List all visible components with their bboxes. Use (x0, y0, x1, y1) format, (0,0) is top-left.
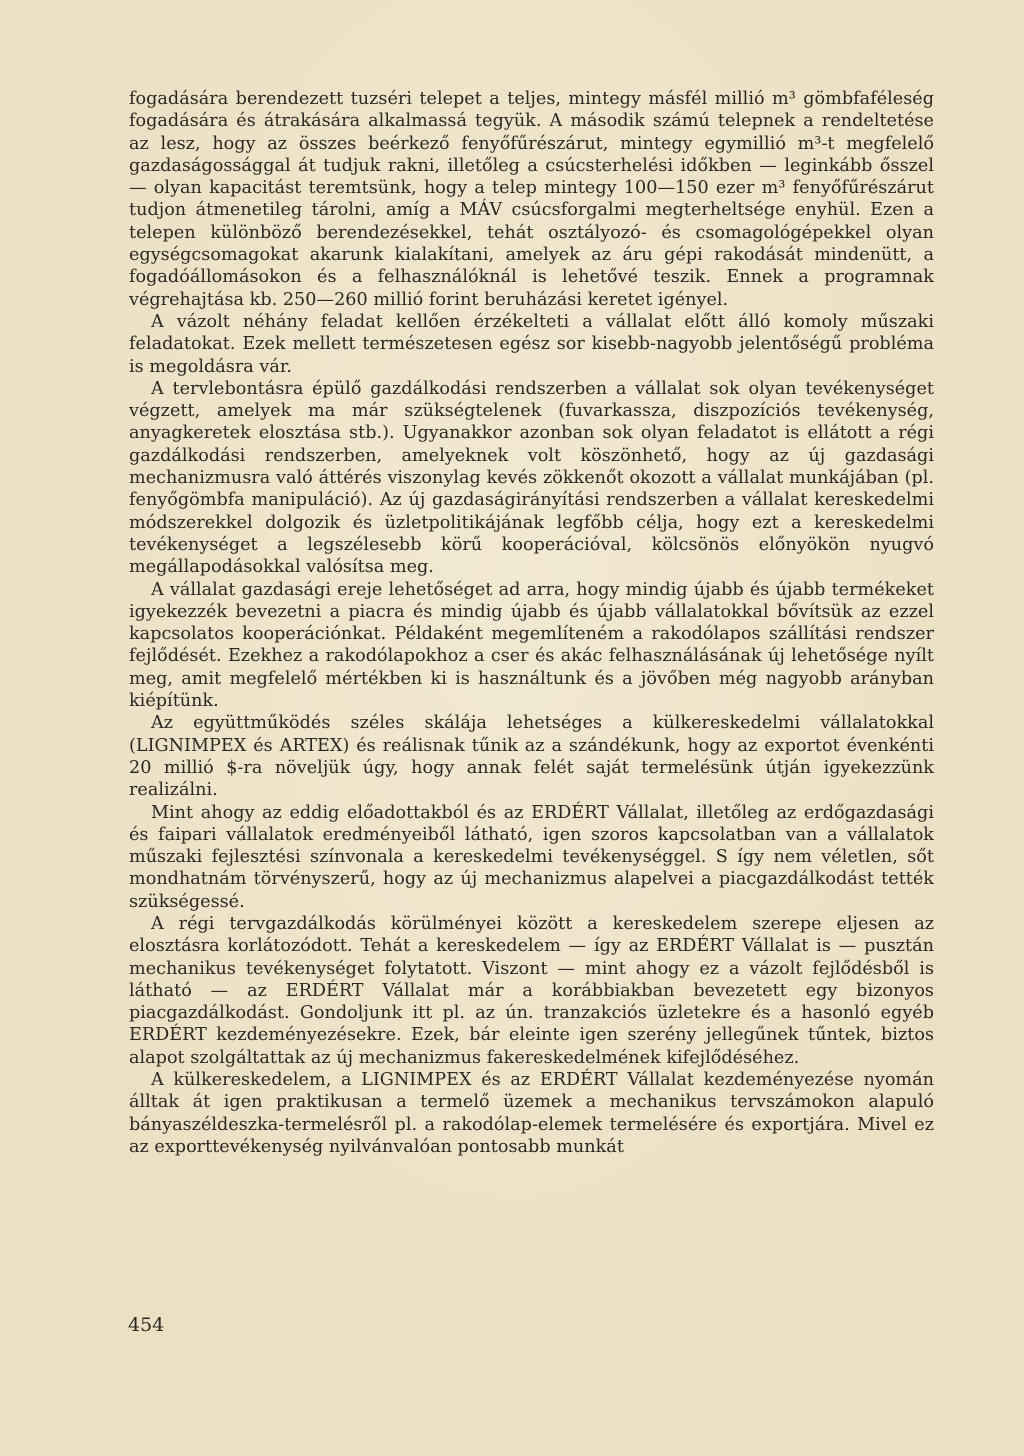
page-number: 454 (128, 1314, 165, 1336)
body-text (129, 88, 934, 1158)
paragraph-1: fogadására berendezett tuzséri telepet a teljes, mintegy másfél millió m³ gömbfaféleség fogadására és átrakására alkalmassá tegyük. A második számú telepnek a rendeltetése az lesz, hogy az összes beérkező fenyőfűrészárut, mintegy egymillió m³-t megfelelő gazdaságossággal át tudjuk rakni, illetőleg a csúcsterhelési időkben — leginkább ősszel — olyan kapacitást teremtsünk, hogy a telep mintegy 100—150 ezer m³ fenyőfűrészárut tudjon átmenetileg tárolni, amíg a MÁV csúcsforgalmi megterheltsége enyhül. Ezen a telepen különböző berendezésekkel, tehát osztályozó- és csomagológépekkel olyan egységcsomagokat akarunk kialakítani, amelyek az áru gépi rakodását mindenütt, a fogadóállomásokon és a felhasználóknál is lehetővé teszik. Ennek a programnak végrehajtása kb. 250—260 millió forint beruházási keretet igényel. (129, 89, 934, 310)
paragraph-8: A külkereskedelem, a LIGNIMPEX és az ERDÉRT Vállalat kezdeményezése nyomán álltak át igen praktikusan a termelő üzemek a mechanikus tervszámokon alapuló bányaszéldeszka-termelésről pl. a rakodólap-elemek termelésére és exportjára. Mivel ez az exporttevékenység nyilvánvalóan pontosabb munkát (129, 1070, 934, 1157)
paragraph-7: A régi tervgazdálkodás körülményei között a kereskedelem szerepe eljesen az elosztásra korlátozódott. Tehát a kereskedelem — így az ERDÉRT Vállalat is — pusztán mechanikus tevékenységet folytatott. Viszont — mint ahogy ez a vázolt fejlődésből is látható — az ERDÉRT Vállalat már a korábbiakban bevezetett egy bizonyos piacgazdálkodást. Gondoljunk itt pl. az ún. tranzakciós üzletekre és a hasonló egyéb ERDÉRT kezdeményezésekre. Ezek, bár eleinte igen szerény jellegűnek tűntek, biztos alapot szolgáltattak az új mechanizmus fakereskedelmének kifejlődéséhez. (129, 913, 934, 1068)
paragraph-3: A tervlebontásra épülő gazdálkodási rendszerben a vállalat sok olyan tevékenységet végzett, amelyek ma már szükségtelenek (fuvarkassza, diszpozíciós tevékenység, anyagkeretek elosztása stb.). Ugyanakkor azonban sok olyan feladatot is ellátott a régi gazdálkodási rendszerben, amelyeknek volt köszönhető, hogy az új gazdasági mechanizmusra való áttérés viszonylag kevés zökkenőt okozott a vállalat munkájában (pl. fenyőgömbfa manipuláció). Az új gazdaságirányítási rendszerben a vállalat kereskedelmi módszerekkel dolgozik és üzletpolitikájának legfőbb célja, hogy ezt a kereskedelmi tevékenységet a legszélesebb körű kooperációval, kölcsönös előnyökön nyugvó megállapodásokkal valósítsa meg. (129, 378, 934, 578)
paragraph-6: Mint ahogy az eddig előadottakból és az ERDÉRT Vállalat, illetőleg az erdőgazdasági és faipari vállalatok eredményeiből látható, igen szoros kapcsolatban van a vállalatok műszaki fejlesztési színvonala a kereskedelmi tevékenységgel. S így nem véletlen, sőt mondhatnám törvényszerű, hogy az új mechanizmus alapelvei a piacgazdálkodást tették szükségessé. (129, 802, 934, 912)
paragraph-2: A vázolt néhány feladat kellően érzékelteti a vállalat előtt álló komoly műszaki feladatokat. Ezek mellett természetesen egész sor kisebb-nagyobb jelentőségű probléma is megoldásra vár. (129, 311, 934, 377)
paragraph-4: A vállalat gazdasági ereje lehetőséget ad arra, hogy mindig újabb és újabb termékeket igyekezzék bevezetni a piacra és mindig újabb és újabb vállalatokkal bővítsük az ezzel kapcsolatos kooperációnkat. Példaként megemlíteném a rakodólapos szállítási rendszer fejlődését. Ezekhez a rakodólapokhoz a cser és akác felhasználásának új lehetősége nyílt meg, amit megfelelő mértékben ki is használtunk és a jövőben még nagyobb arányban kiépítünk. (129, 579, 934, 712)
paragraph-5: Az együttműködés széles skálája lehetséges a külkereskedelmi vállalatokkal (LIGNIMPEX és ARTEX) és reálisnak tűnik az a szándékunk, hogy az exportot évenkénti 20 millió $-ra növeljük úgy, hogy annak felét saját termelésünk útján igyekezzünk realizálni. (129, 713, 934, 801)
